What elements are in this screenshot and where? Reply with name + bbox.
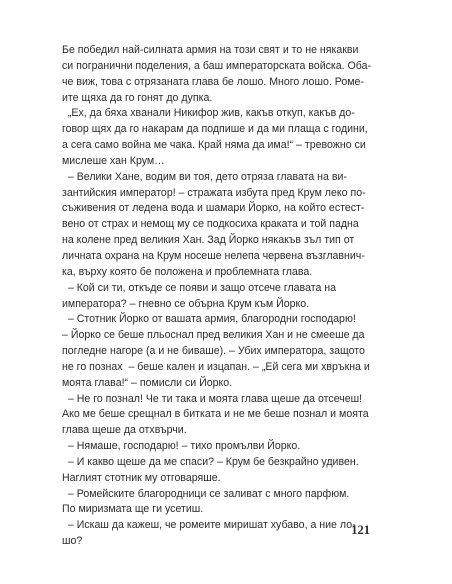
text-line: съживения от ледена вода и шамари Йорко, на който естест- <box>62 202 365 215</box>
text-line: – Не го познал! Че ти така и моята глава щеше да отсечеш! <box>62 392 363 405</box>
text-line: зантийския император! – стражата избута пред Крум леко по- <box>62 186 366 199</box>
text-line: – Йорко се беше пльоснал пред великия Хан и не смееше да <box>62 329 365 342</box>
text-line: а сега само война ме чака. Край няма да има!“ – тревожно си <box>62 139 366 152</box>
text-line: – Искаш да кажеш, че ромеите миришат хубаво, а ние ло- <box>62 519 356 532</box>
text-line: Бе победил най-силната армия на този свят и то не някакви <box>62 44 359 56</box>
text-line: – Кой си ти, откъде се появи и защо отсече главата на <box>62 281 337 294</box>
text-line: вено от страх и немощ му се подкосиха краката и той падна <box>62 218 359 231</box>
text-line: глава щеше да отхвърчи. <box>62 424 187 437</box>
text-line: ите щяха да го гонят до дупка. <box>62 91 213 104</box>
text-line: – Велики Хане, водим ви тоя, дето отряза главата на ви- <box>62 170 347 183</box>
text-line: че виж, това с отрязаната глава бе лошо. Много лошо. Роме- <box>62 75 364 88</box>
body-text <box>62 43 371 550</box>
text-line: погледне нагоре (а и не биваше). – Убих императора, защото <box>62 345 365 358</box>
text-line: – Нямаше, господарю! – тихо промълви Йорко. <box>62 440 301 453</box>
text-line: Ако ме беше срещнал в битката и не ме беше познал и моята <box>62 408 369 421</box>
text-line: моята глава!“ – помисли си Йорко. <box>62 376 233 389</box>
text-line: императора? – гневно се обърна Крум към Йорко. <box>62 297 310 310</box>
text-line: ка, върху която бе положена и проблемната глава. <box>62 265 313 278</box>
text-line: шо? <box>62 535 83 548</box>
text-line: По миризмата ще ги усетиш. <box>62 503 204 516</box>
text-line: на колене пред великия Хан. Зад Йорко някакъв зъл тип от <box>62 234 355 247</box>
text-line: – Ромейските благородници се заливат с много парфюм. <box>62 487 350 500</box>
text-line: не го познах – беше кален и изцапан. – „Ей сега ми хвръкна и <box>62 360 370 373</box>
text-line: си погранични поделения, а баш императорската войска. Оба- <box>62 59 372 72</box>
text-line: „Ех, да бяха хванали Никифор жив, какъв откуп, какъв до- <box>62 107 355 120</box>
text-line: Наглият стотник му отговаряше. <box>62 471 221 484</box>
text-line: мислеше хан Крум… <box>62 154 165 167</box>
text-line: говор щях да го накарам да подпише и да ми плаща с години, <box>62 123 368 136</box>
page-number: 121 <box>351 523 370 537</box>
text-line: – И какво щеше да ме спаси? – Крум бе безкрайно удивен. <box>62 455 359 468</box>
text-line: личната охрана на Крум носеше нелепа червена възглавнич- <box>62 249 365 262</box>
text-line: – Стотник Йорко от вашата армия, благородни господарю! <box>62 313 356 326</box>
